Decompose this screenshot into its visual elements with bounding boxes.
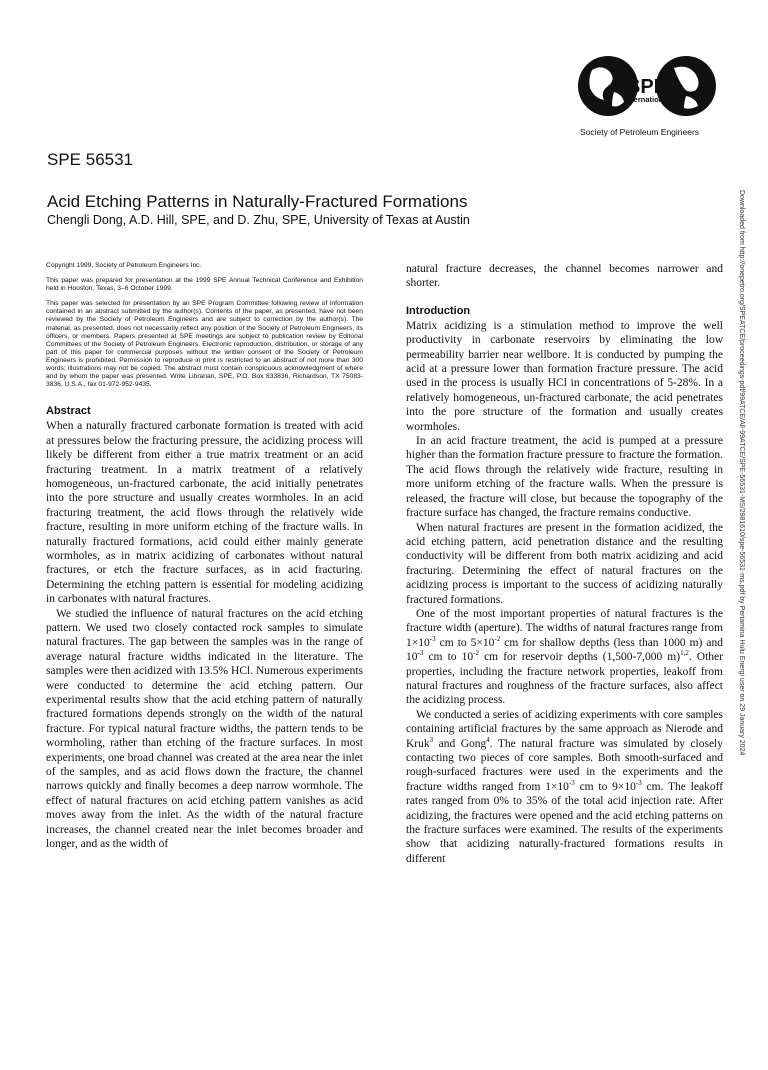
abstract-paragraph-2-continued: natural fracture decreases, the channel becomes narrower and shorter.	[406, 263, 723, 290]
introduction-paragraph-5: We conducted a series of acidizing experiments with core samples containing artificial fractures by the same approach as Nierode and Kruk$^3$ and Gong$^4$. The natural fracture was simulated by closely contacting two pieces of core samples. Both smooth-surfaced and rough-surfaced fractures were used in the experiments and the fracture widths ranged from $1\times 10^{-3}$ cm to $9\times 10^{-3}$ cm. The leakoff rates ranged from 0% to 35% of the total acid injection rate. After acidizing, the fractures were opened and the acid etching patterns on the fracture surfaces were examined. The results of the experiments show that acidizing naturally-fractured formations results in different	[406, 708, 724, 865]
presentation-notice: This paper was prepared for presentation at the 1999 SPE Annual Technical Conference and Exhibition held in Houston, Texas, 3–6 October 1999.	[46, 277, 363, 293]
copyright-line: Copyright 1999, Society of Petroleum Engineers Inc.	[46, 262, 202, 269]
logo-caption: Society of Petroleum Engineers	[580, 127, 700, 137]
left-column	[46, 262, 363, 852]
paper-number: SPE 56531	[47, 150, 134, 169]
abstract-heading: Abstract	[46, 405, 91, 418]
introduction-paragraph-1: Matrix acidizing is a stimulation method to improve the well productivity in carbonate reservoirs by eliminating the low permeability barrier near wellbore. It is conducted by pumping the acid at a pressure lower than formation fracture pressure. The acid used in the process is usually HCl in concentrations of 5-28%. In a relatively homogeneous, un-fractured carbonate, the acid penetrates into the pore structure of the formation and usually creates wormholes.	[406, 319, 723, 433]
review-notice: This paper was selected for presentation by an SPE Program Committee following review of information contained in an abstract submitted by the author(s). Contents of the paper, as presented, have not been reviewed by the Society of Petroleum Engineers and are subject to correction by the author(s). The material, as presented, does not necessarily reflect any position of the Society of Petroleum Engineers, its officers, or members. Papers presented at SPE meetings are subject to publication review by Editorial Committees of the Society of Petroleum Engineers. Electronic reproduction, distribution, or storage of any part of this paper for commercial purposes without the written consent of the Society of Petroleum Engineers is prohibited. Permission to reproduce in print is restricted to an abstract of not more than 300 words; illustrations may not be copied. The abstract must contain conspicuous acknowledgment of where and by whom the paper was presented. Write Librarian, SPE, P.O. Box 833836, Richardson, TX 75083-3836, U.S.A., fax 01-972-952-9435.	[46, 300, 363, 389]
logo-subtitle: International	[624, 95, 670, 104]
download-notice-strip	[738, 190, 752, 1070]
introduction-paragraph-2: In an acid fracture treatment, the acid is pumped at a pressure higher than the formation fracture pressure to fracture the formation. The acid flows through the relatively wide fracture, resulting in more uniform etching of the fracture walls. When the pressure is released, the fracture will close, but because the topography of the fracture surface has changed, the fracture remains conductive.	[406, 435, 723, 520]
authors: Chengli Dong, A.D. Hill, SPE, and D. Zhu, SPE, University of Texas at Austin	[47, 213, 470, 227]
logo-wordmark: SPE	[626, 76, 668, 98]
paper-title: Acid Etching Patterns in Naturally-Fractured Formations	[47, 192, 468, 211]
abstract-paragraph-1: When a naturally fractured carbonate formation is treated with acid at pressures below the fracturing pressure, the acidizing process will likely be different from either a true matrix treatment or an acid fracturing treatment. In a matrix treatment of a relatively homogeneous, un-fractured carbonate, the acid initially penetrates into the pore structure and usually creates wormholes. In an acid fracturing treatment, the acid flows through the relatively wide fracture, resulting in more uniform etching of the fracture walls. In naturally fractured formations, acid could either mainly generate wormholes, as in matrix acidizing of carbonates without natural fractures, or etch the fracture surfaces, as in acid fracturing. Determining the etching pattern is essential for modeling acidizing in carbonates with natural fractures.	[46, 420, 363, 606]
introduction-heading: Introduction	[406, 304, 471, 317]
introduction-paragraph-3: When natural fractures are present in the formation acidized, the acid etching pattern, acid penetration distance and the resulting conductivity will be different from both matrix acidizing and acid fracturing. Determining the effect of natural fractures on the acidizing process is important to the success of acidizing naturally fractured formations.	[406, 521, 723, 606]
introduction-paragraph-4: One of the most important properties of natural fractures is the fracture width (aperture). The widths of natural fractures range from $1\times 10^{-3}$ cm to $5\times 10^{-2}$ cm for shallow depths (less than 1000 m) and $10^{-3}$ cm to $10^{-2}$ cm for reservoir depths (1,500-7,000 m)$^{1,2}$. Other properties, including the fracture network properties, leakoff from natural fractures and roughness of the fracture surfaces, also affect the acidizing process.	[406, 607, 724, 707]
download-notice: Downloaded from http://onepetro.org/SPEATCE/proceedings-pdf/99ATCE/All-99ATCE/SPE-56531-MS/2981610/spe-56531-ms.pdf by Pertamina Hulu Energi user on 29 January 2024	[738, 190, 745, 756]
abstract-paragraph-2: We studied the influence of natural fractures on the acid etching pattern. We used two closely contacted rock samples to simulate natural fractures. The gap between the samples was in the range of average natural fracture widths indicated in the literature. The samples were then acidized with 13.5% HCl. Numerous experiments were conducted to determine the acid etching pattern. Our experimental results show that the acid etching pattern of naturally fractured formations depends strongly on the width of the natural fracture. For typical natural fracture widths, the pattern tends to be wormholing, rather than etching of the fracture surfaces. In most experiments, one broad channel was created at the area near the inlet of the samples, and as acid flows down the fracture, the channel narrows quickly and finally becomes a deep narrow wormhole. The effect of natural fractures on acid etching pattern vanishes as acid moves away from the inlet. As the width of the natural fracture increases, the channel created near the inlet becomes broader and longer, and as the width of	[46, 607, 363, 851]
right-column	[406, 262, 723, 866]
